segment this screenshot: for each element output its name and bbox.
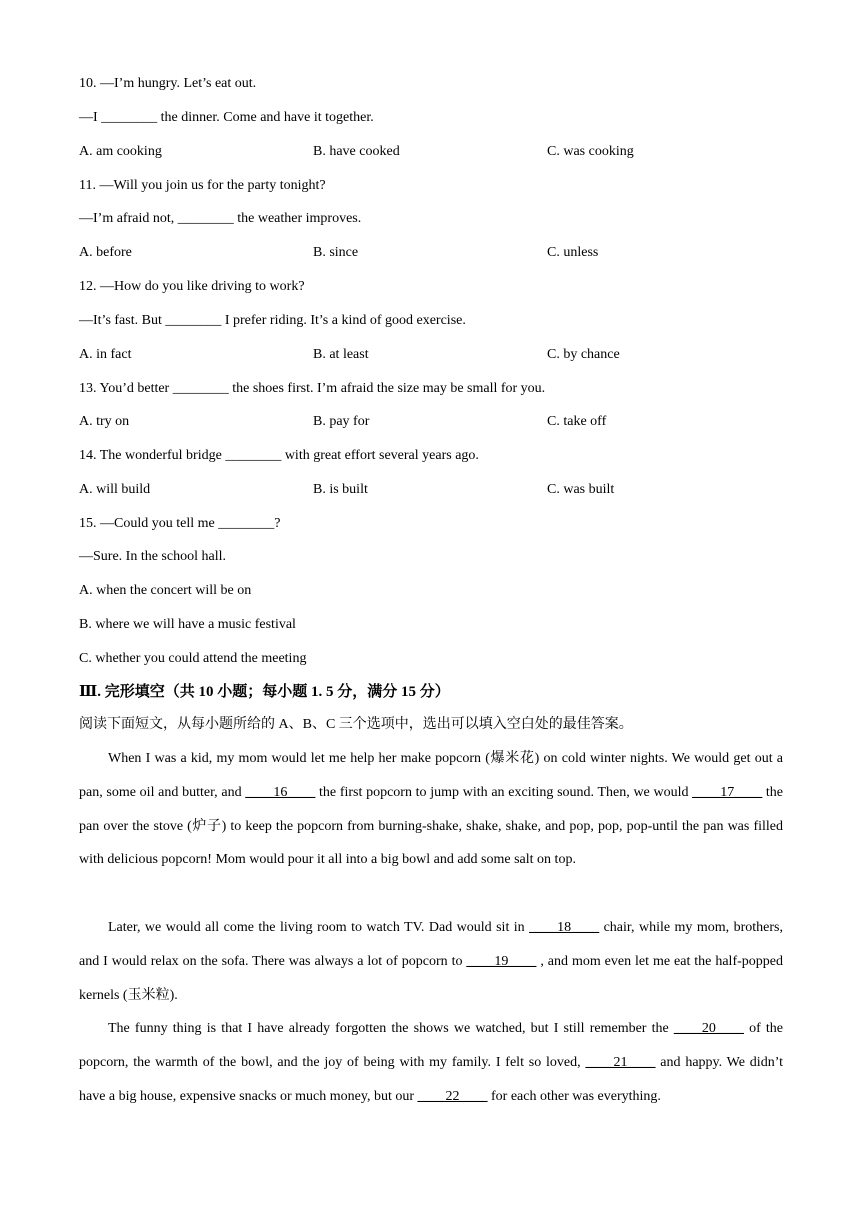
- question-10-option-b: B. have cooked: [313, 144, 400, 159]
- passage-text: and happy. We didn’t have a big house, expensive snacks or much money, but our: [79, 1054, 783, 1104]
- question-12-reply: —It’s fast. But ________ I prefer riding. It’s a kind of good exercise.: [79, 313, 466, 328]
- passage-text: Later, we would all come the living room to watch TV. Dad would sit in: [108, 920, 530, 935]
- question-12-option-b: B. at least: [313, 347, 369, 362]
- passage-text: The funny thing is that I have already forgotten the shows we watched, but I still remember the: [108, 1021, 674, 1036]
- question-11-option-a: A. before: [79, 245, 132, 260]
- question-15-reply: —Sure. In the school hall.: [79, 549, 226, 564]
- blank-16: ____16____: [245, 784, 316, 800]
- passage-text: of the popcorn, the warmth of the bowl, and the joy of being with my family. I felt so loved,: [79, 1021, 784, 1070]
- question-13-option-b: B. pay for: [313, 414, 370, 429]
- question-14-option-a: A. will build: [79, 482, 151, 497]
- passage-text: for each other was everything.: [487, 1088, 661, 1104]
- passage-text: the first popcorn to jump with an exciting sound. Then, we would: [315, 784, 693, 800]
- question-13-option-a: A. try on: [79, 414, 130, 429]
- blank-17: ____17____: [692, 784, 763, 800]
- passage-paragraph-1: [79, 742, 783, 877]
- blank-22: ____22____: [417, 1088, 488, 1104]
- question-10-option-c: C. was cooking: [547, 144, 634, 159]
- question-10-stem: 10. —I’m hungry. Let’s eat out.: [79, 76, 257, 91]
- passage-paragraph-3: [79, 1012, 783, 1113]
- question-12-stem: 12. —How do you like driving to work?: [79, 279, 305, 294]
- question-13-option-c: C. take off: [547, 414, 607, 429]
- question-15-option-b: B. where we will have a music festival: [79, 617, 296, 632]
- passage-text: the pan over the stove (炉子) to keep the popcorn from burning-shake, shake, shake, and pop, pop, pop-until the pan was filled with delicious popcorn! Mom would pour it all into a big bowl and add some salt on top.: [79, 784, 783, 868]
- question-10-option-a: A. am cooking: [79, 144, 162, 159]
- blank-18: ____18____: [529, 920, 600, 935]
- question-13-stem: 13. You’d better ________ the shoes first. I’m afraid the size may be small for you.: [79, 381, 546, 396]
- question-14-stem: 14. The wonderful bridge ________ with great effort several years ago.: [79, 448, 479, 463]
- question-10-reply: —I ________ the dinner. Come and have it together.: [79, 110, 374, 125]
- passage-text: chair, while my mom, brothers, and I would relax on the sofa. There was always a lot of popcorn to: [79, 920, 783, 969]
- blank-20: ____20____: [673, 1021, 744, 1036]
- question-11-option-c: C. unless: [547, 245, 599, 260]
- question-11-reply: —I’m afraid not, ________ the weather improves.: [79, 211, 362, 226]
- question-14-option-b: B. is built: [313, 482, 368, 497]
- passage-paragraph-2: [79, 911, 783, 1012]
- question-12-option-c: C. by chance: [547, 347, 620, 362]
- blank-21: ____21____: [585, 1054, 656, 1070]
- question-12-option-a: A. in fact: [79, 347, 132, 362]
- question-11-stem: 11. —Will you join us for the party tonight?: [79, 178, 326, 193]
- question-11-option-b: B. since: [313, 245, 359, 260]
- blank-19: ____19____: [466, 953, 537, 969]
- question-15-option-c: C. whether you could attend the meeting: [79, 651, 307, 666]
- passage-text: , and mom even let me eat the half-popped kernels (玉米粒).: [79, 953, 783, 1003]
- section-3-instruction: 阅读下面短文，从每小题所给的 A、B、C 三个选项中，选出可以填入空白处的最佳答案。: [79, 717, 633, 732]
- question-15-option-a: A. when the concert will be on: [79, 583, 252, 598]
- question-15-stem: 15. —Could you tell me ________?: [79, 516, 281, 531]
- passage-text: When I was a kid, my mom would let me help her make popcorn (爆米花) on cold winter nights. We would get out a pan, some oil and butter, and: [79, 751, 783, 800]
- section-3-title: Ⅲ. 完形填空（共 10 小题；每小题 1. 5 分，满分 15 分）: [79, 684, 450, 700]
- question-14-option-c: C. was built: [547, 482, 615, 497]
